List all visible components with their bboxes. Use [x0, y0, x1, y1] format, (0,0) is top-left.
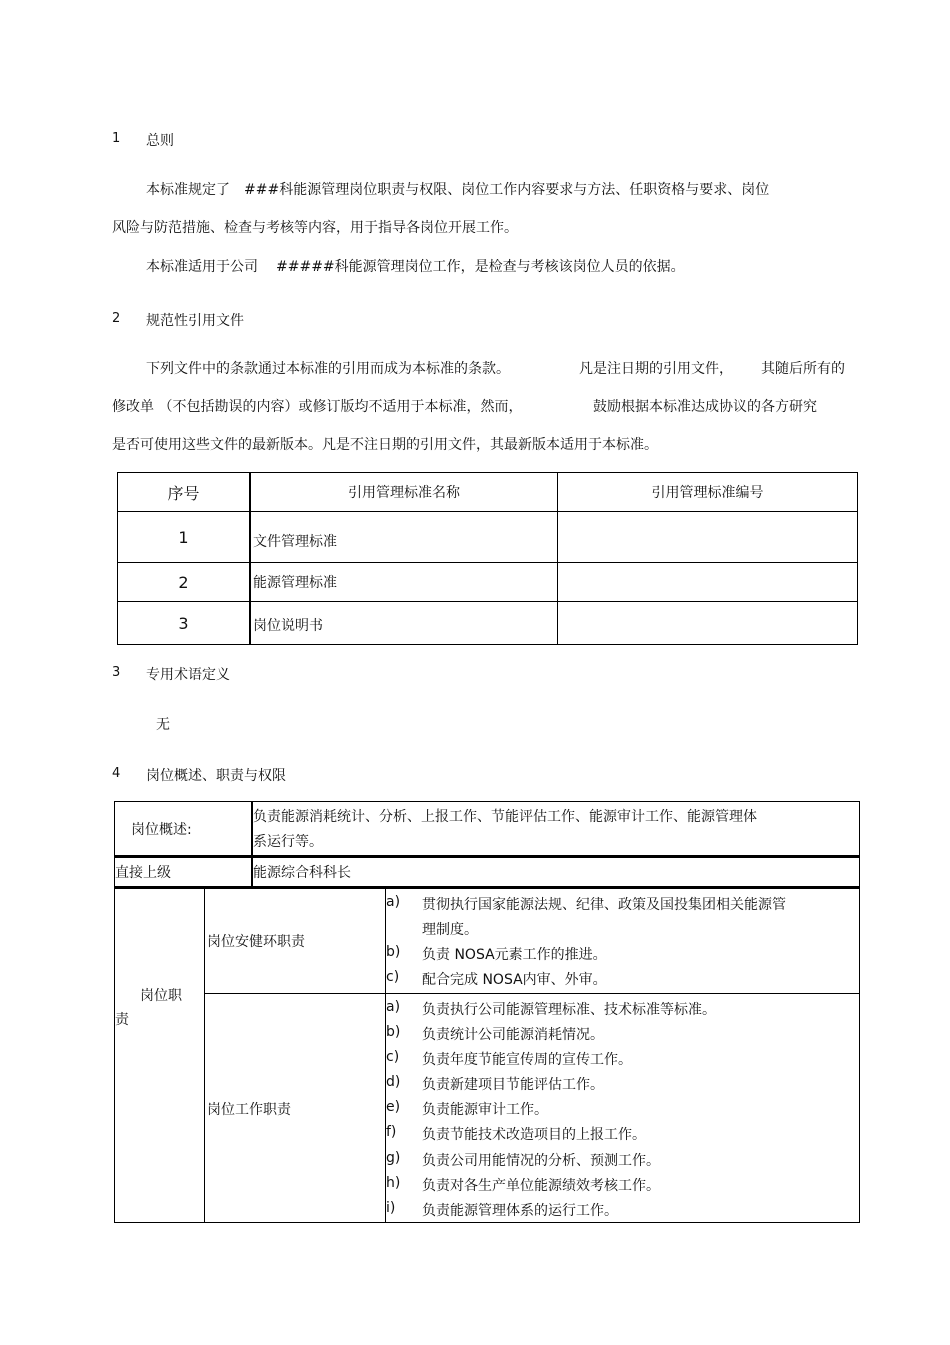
duties-label-part-2: 责 — [115, 1012, 129, 1028]
list-item — [386, 999, 856, 1019]
section-1-paragraph-1-line-1 — [146, 180, 769, 200]
row-index: 3 — [118, 602, 251, 645]
section-2-line-2a: 修改单 （不包括勘误的内容）或修订版均不适用于本标准，然而， — [112, 399, 523, 415]
section-2-line-1a: 下列文件中的条款通过本标准的引用而成为本标准的条款。 — [146, 361, 510, 377]
list-item — [386, 894, 856, 914]
section-3-number: 3 — [112, 665, 121, 680]
section-4-title: 岗位概述、职责与权限 — [146, 768, 286, 784]
list-item-label: b) — [386, 944, 401, 960]
row-standard-name: 岗位说明书 — [250, 602, 558, 645]
duties-divider — [204, 993, 860, 994]
safety-duties-label: 岗位安健环职责 — [207, 934, 305, 950]
list-item-label: a) — [386, 999, 401, 1015]
list-item — [386, 1024, 856, 1044]
duties-label-cell — [114, 888, 205, 1223]
list-item-label: d) — [386, 1074, 401, 1090]
header-standard-name: 引用管理标准名称 — [250, 473, 558, 512]
section-1-paragraph-1-line-2: 风险与防范措施、检查与考核等内容，用于指导各岗位开展工作。 — [112, 220, 518, 236]
row-index: 1 — [118, 512, 251, 563]
list-item-text: 负责能源审计工作。 — [422, 1102, 548, 1118]
superior-value: 能源综合科科长 — [253, 865, 351, 881]
header-index: 序号 — [118, 473, 251, 512]
list-item-text: 负责节能技术改造项目的上报工作。 — [422, 1127, 646, 1143]
reference-standards-table — [117, 472, 858, 645]
table-row — [118, 563, 858, 602]
list-item-text: 负责能源管理体系的运行工作。 — [422, 1203, 618, 1219]
row-standard-name: 能源管理标准 — [250, 563, 558, 602]
section-1-paragraph-2 — [146, 257, 685, 277]
list-item — [386, 1175, 856, 1195]
p2-prefix: 本标准适用于公司 — [146, 259, 258, 275]
list-item-label: h) — [386, 1175, 401, 1191]
list-item-text: 负责统计公司能源消耗情况。 — [422, 1027, 604, 1043]
p2-body: #####科能源管理岗位工作，是检查与考核该岗位人员的依据。 — [276, 259, 685, 275]
list-item-text: 配合完成 NOSA内审、外审。 — [422, 972, 607, 988]
header-standard-code: 引用管理标准编号 — [558, 473, 858, 512]
list-item-label: c) — [386, 1049, 400, 1065]
overview-line-2: 系运行等。 — [253, 834, 323, 850]
list-item — [386, 969, 856, 989]
list-item-label: g) — [386, 1150, 401, 1166]
section-4-number: 4 — [112, 766, 121, 781]
list-item-text: 贯彻执行国家能源法规、纪律、政策及国投集团相关能源管 — [422, 897, 786, 913]
section-2-title: 规范性引用文件 — [146, 313, 244, 329]
row-index: 2 — [118, 563, 251, 602]
list-item-label: i) — [386, 1200, 396, 1216]
list-item — [386, 1074, 856, 1094]
overview-label: 岗位概述: — [131, 822, 192, 838]
table-header-row — [118, 473, 858, 512]
list-item-label: c) — [386, 969, 400, 985]
section-1-number: 1 — [112, 131, 121, 146]
section-3-body: 无 — [156, 717, 170, 733]
list-item-label: a) — [386, 894, 401, 910]
section-2-line-1b: 凡是注日期的引用文件， — [579, 361, 733, 377]
table-row — [118, 602, 858, 645]
p1-prefix: 本标准规定了 — [146, 182, 230, 198]
row-standard-name: 文件管理标准 — [250, 512, 558, 563]
section-3-title: 专用术语定义 — [146, 667, 230, 683]
list-item-text: 负责执行公司能源管理标准、技术标准等标准。 — [422, 1002, 716, 1018]
overview-line-1: 负责能源消耗统计、分析、上报工作、节能评估工作、能源审计工作、能源管理体 — [253, 809, 757, 825]
list-item-text: 理制度。 — [422, 922, 478, 938]
list-item — [386, 1049, 856, 1069]
section-1-title: 总则 — [146, 133, 174, 149]
row-standard-code — [558, 563, 858, 602]
list-item — [386, 1099, 856, 1119]
list-item — [386, 1150, 856, 1170]
row-standard-code — [558, 512, 858, 563]
list-item-text: 负责 NOSA元素工作的推进。 — [422, 947, 607, 963]
work-duties-label: 岗位工作职责 — [207, 1102, 291, 1118]
duties-label-part-1: 岗位职 — [140, 988, 182, 1004]
p1-body: ###科能源管理岗位职责与权限、岗位工作内容要求与方法、任职资格与要求、岗位 — [244, 182, 770, 198]
list-item-text: 负责新建项目节能评估工作。 — [422, 1077, 604, 1093]
section-2-number: 2 — [112, 311, 121, 326]
superior-label: 直接上级 — [115, 865, 171, 881]
list-item — [386, 1124, 856, 1144]
list-item-label: f) — [386, 1124, 397, 1140]
section-2-line-3: 是否可使用这些文件的最新版本。凡是不注日期的引用文件，其最新版本适用于本标准。 — [112, 437, 658, 453]
list-item — [386, 944, 856, 964]
section-2-line-2b: 鼓励根据本标准达成协议的各方研究 — [593, 399, 817, 415]
list-item-label: b) — [386, 1024, 401, 1040]
row-standard-code — [558, 602, 858, 645]
list-item-text: 负责公司用能情况的分析、预测工作。 — [422, 1153, 660, 1169]
list-item-label: e) — [386, 1099, 401, 1115]
list-item-text: 负责对各生产单位能源绩效考核工作。 — [422, 1178, 660, 1194]
section-2-line-1c: 其随后所有的 — [761, 361, 845, 377]
list-item-text: 负责年度节能宣传周的宣传工作。 — [422, 1052, 632, 1068]
list-item — [386, 919, 856, 939]
list-item — [386, 1200, 856, 1220]
table-row — [118, 512, 858, 563]
